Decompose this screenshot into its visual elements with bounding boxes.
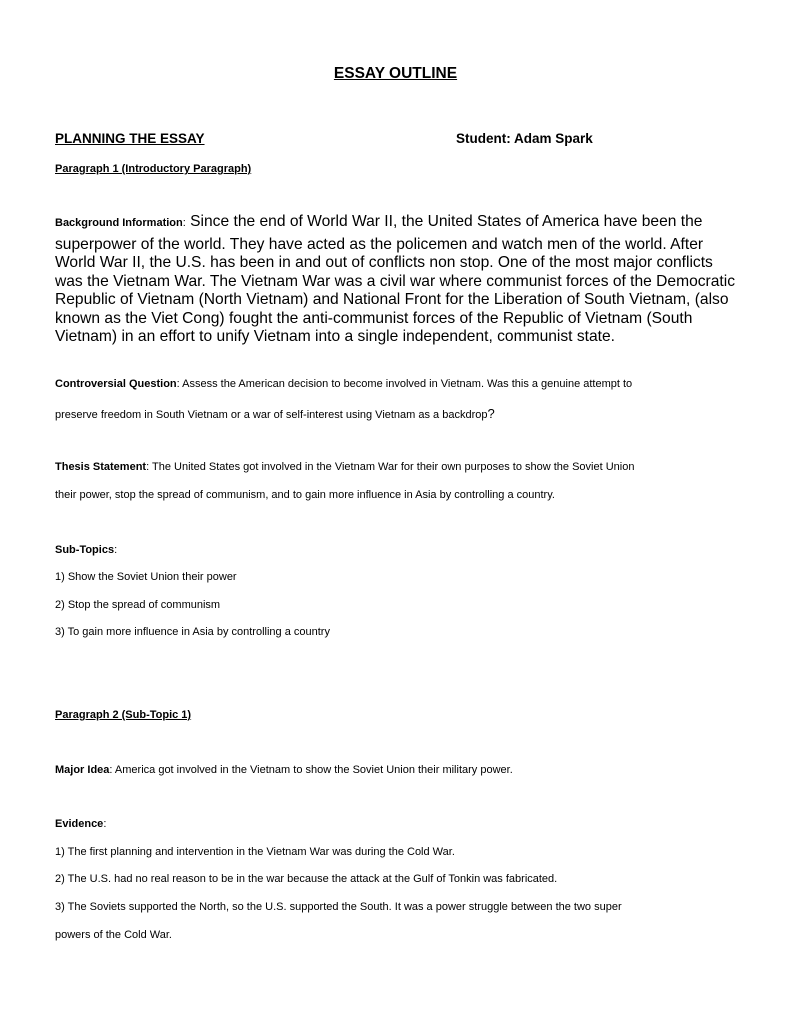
- controversial-line-2: [55, 406, 495, 421]
- planning-heading: PLANNING THE ESSAY: [55, 131, 205, 146]
- subtopics-colon: :: [114, 544, 118, 556]
- subtopics-label: Sub-Topics: [55, 544, 115, 556]
- background-label: Background Information: [55, 217, 183, 229]
- controversial-qmark: ?: [487, 406, 495, 421]
- major-idea-colon: :: [109, 764, 113, 776]
- controversial-text-1: Assess the American decision to become involved in Vietnam. Was this a genuine attempt to: [182, 378, 633, 390]
- evidence-continuation: powers of the Cold War.: [55, 929, 172, 941]
- subtopic-item: 1) Show the Soviet Union their power: [55, 571, 237, 583]
- background-line-6: known as the Viet Cong) fought the anti-communist forces of the Republic of Vietnam (South: [55, 309, 693, 327]
- evidence-item: 3) The Soviets supported the North, so the U.S. supported the South. It was a power struggle between the two super: [55, 901, 622, 913]
- background-line-3: World War II, the U.S. has been in and out of conflicts non stop. One of the most major conflicts: [55, 254, 713, 271]
- controversial-line-1: [55, 378, 632, 390]
- evidence-colon: :: [103, 818, 107, 830]
- background-information: [55, 213, 745, 347]
- major-idea-text: America got involved in the Vietnam to show the Soviet Union their military power.: [114, 764, 513, 776]
- subtopics-heading: [55, 544, 117, 556]
- background-line-2: superpower of the world. They have acted as the policemen and watch men of the world. After: [55, 235, 704, 253]
- student-label: Student: Adam Spark: [456, 131, 593, 146]
- subtopic-item: 2) Stop the spread of communism: [55, 599, 221, 611]
- evidence-item: 2) The U.S. had no real reason to be in the war because the attack at the Gulf of Tonkin was fabricated.: [55, 873, 558, 885]
- controversial-label: Controversial Question: [55, 378, 177, 390]
- evidence-item: 1) The first planning and intervention in the Vietnam War was during the Cold War.: [55, 846, 455, 858]
- paragraph2-heading: Paragraph 2 (Sub-Topic 1): [55, 709, 192, 721]
- background-line-5: Republic of Vietnam (North Vietnam) and National Front for the Liberation of South Vietnam, (also: [55, 291, 729, 308]
- controversial-colon: :: [176, 378, 180, 390]
- background-line-1: [55, 213, 745, 233]
- background-line-7: Vietnam) in an effort to unify Vietnam into a single independent, communist state.: [55, 328, 615, 345]
- subtopic-item: 3) To gain more influence in Asia by controlling a country: [55, 626, 330, 638]
- evidence-label: Evidence: [55, 818, 104, 830]
- document-title: [0, 65, 791, 83]
- evidence-heading: [55, 818, 106, 830]
- thesis-label: Thesis Statement: [55, 461, 147, 473]
- background-text-1: Since the end of World War II, the United States of America have been the: [190, 213, 703, 230]
- paragraph1-heading: Paragraph 1 (Introductory Paragraph): [55, 163, 252, 175]
- thesis-text-1: The United States got involved in the Vietnam War for their own purposes to show the Soviet Union: [152, 461, 635, 473]
- thesis-colon: :: [146, 461, 150, 473]
- thesis-line-1: [55, 461, 634, 473]
- thesis-line-2: their power, stop the spread of communism, and to gain more influence in Asia by controlling a country.: [55, 489, 555, 501]
- document-title-text: ESSAY OUTLINE: [333, 65, 458, 82]
- background-line-4: was the Vietnam War. The Vietnam War was a civil war where communist forces of the Democratic: [55, 272, 736, 290]
- background-colon: :: [182, 217, 186, 229]
- major-idea: [55, 764, 513, 776]
- major-idea-label: Major Idea: [55, 764, 110, 776]
- controversial-text-2: preserve freedom in South Vietnam or a war of self-interest using Vietnam as a backdrop: [55, 409, 488, 421]
